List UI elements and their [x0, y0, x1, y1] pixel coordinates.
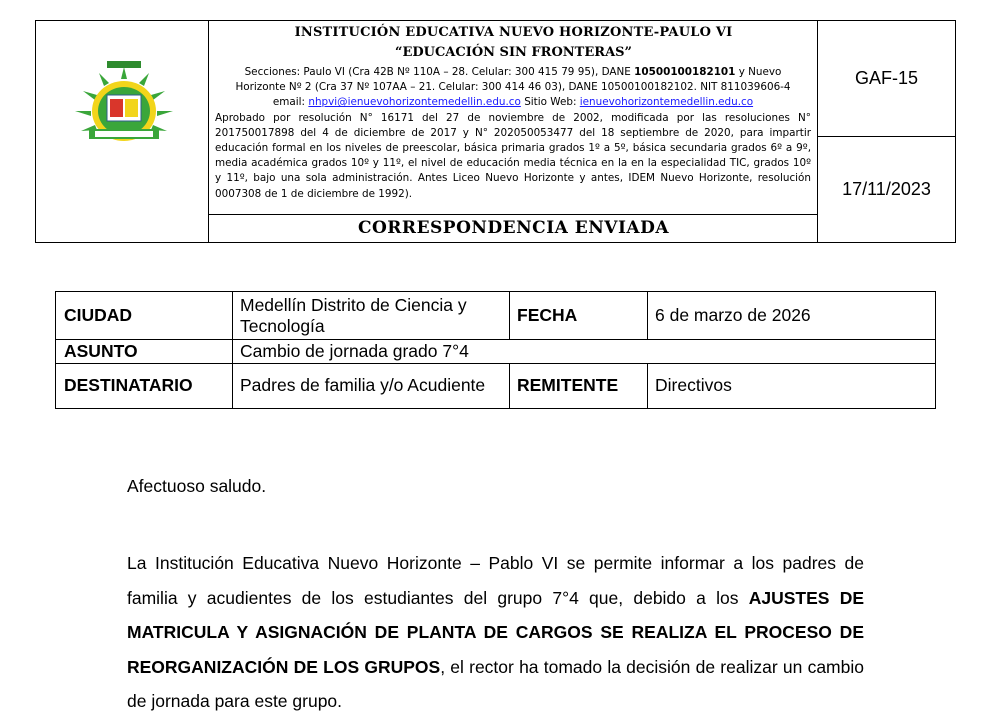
asunto-value: Cambio de jornada grado 7°4: [240, 340, 469, 361]
greeting: Afectuoso saludo.: [127, 476, 267, 496]
fecha-label: FECHA: [517, 305, 578, 325]
highlighted-notice: AJUSTES DE MATRICULA Y ASIGNACIÓN DE PLANTA DE CARGOS SE REALIZA EL PROCESO DE REORGANIZACIÓN DE LOS GRUPOS: [127, 587, 865, 677]
ciudad-label: CIUDAD: [64, 305, 133, 325]
remitente-label: REMITENTE: [517, 375, 619, 395]
website-link[interactable]: ienuevohorizontemedellin.edu.co: [579, 96, 754, 109]
destinatario-label: DESTINATARIO: [64, 375, 193, 395]
correspondence-info-table: [55, 291, 936, 409]
asunto-label: ASUNTO: [64, 340, 138, 361]
fecha-value: 6 de marzo de 2026: [655, 305, 811, 325]
sections-line-1: Secciones: Paulo VI (Cra 42B Nº 110A – 28. Celular: 300 415 79 95), DANE 10500100182101 y Nuevo: [244, 66, 782, 78]
contact-line: email: nhpvi@ienuevohorizontemedellin.edu.co Sitio Web: ienuevohorizontemedellin.edu.co: [272, 96, 754, 109]
sections-line-2: Horizonte Nº 2 (Cra 37 Nº 107AA – 21. Celular: 300 414 46 03), DANE 10500100182102. NIT 811039606-4: [235, 81, 791, 94]
institution-details: [215, 65, 811, 202]
code-cell: [818, 21, 955, 242]
logo-cell: [36, 21, 209, 242]
title-divider: [209, 214, 818, 215]
institution-name: INSTITUCIÓN EDUCATIVA NUEVO HORIZONTE-PAULO VI: [294, 25, 733, 40]
document-code: GAF-15: [818, 21, 955, 137]
dane-code: 10500100182101: [634, 66, 736, 78]
approval-text: Aprobado por resolución N° 16171 del 27 de noviembre de 2002, modificada por las resoluciones N° 201750017898 del 4 de diciembre de 2017 y N° 202050053477 del 18 septiembre de 2020, para impartir educación formal en los niveles de preescolar, básica primaria grados 1º a 5º, básica secundaria grados 6º a 9º, media académica grados 10º y 11º, el nivel de educación media técnica en la en la especialidad TIC, grados 10º y 11º, bajo una sola administración. Antes Liceo Nuevo Horizonte y antes, IDEM Nuevo Horizonte, resolución 0007308 de 1 de diciembre de 1992).: [215, 111, 811, 200]
school-shield-logo-icon: [69, 59, 179, 149]
body-paragraph: La Institución Educativa Nuevo Horizonte – Pablo VI se permite informar a los padres de familia y acudientes de los estudiantes del grupo 7°4 que, debido a los AJUSTES DE MATRICULA Y ASIGNACIÓN DE PLANTA DE CARGOS SE REALIZA EL PROCESO DE REORGANIZACIÓN DE LOS GRUPOS, el rector ha tomado la decisión de realizar un cambio de jornada para este grupo.: [127, 553, 865, 711]
ciudad-value: Medellín Distrito de Ciencia y Tecnología: [240, 294, 467, 336]
destinatario-value: Padres de familia y/o Acudiente: [240, 375, 486, 395]
document-title: CORRESPONDENCIA ENVIADA: [357, 218, 670, 238]
institution-motto: “EDUCACIÓN SIN FRONTERAS”: [394, 45, 633, 60]
email-link[interactable]: nhpvi@ienuevohorizontemedellin.edu.co: [308, 96, 521, 109]
institution-info-cell: [209, 21, 818, 242]
document-date: 17/11/2023: [842, 179, 931, 199]
document-header: [35, 20, 956, 243]
remitente-value: Directivos: [655, 375, 732, 395]
